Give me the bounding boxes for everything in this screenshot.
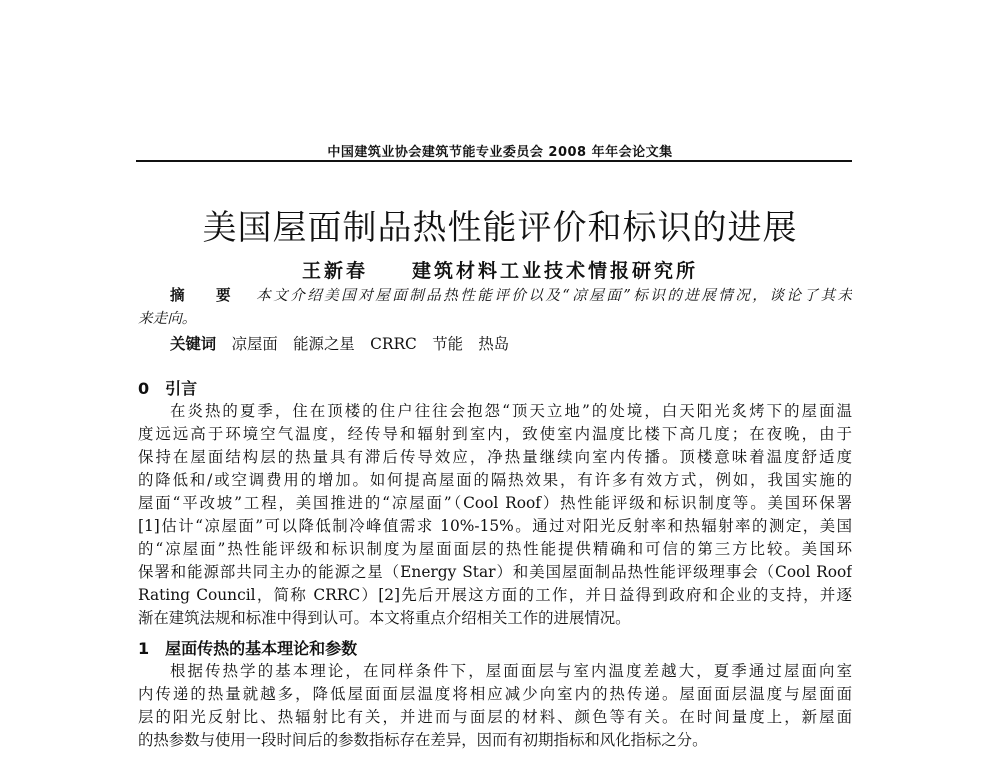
body-line: 保署和能源部共同主办的能源之星（Energy Star）和美国屋面制品热性能评级理事会（Cool Roof <box>138 563 852 581</box>
body-line: 的“凉屋面”热性能评级和标识制度为屋面面层的热性能提供精确和可信的第三方比较。美国环 <box>138 540 852 558</box>
author-affiliation: 建筑材料工业技术情报研究所 <box>412 260 699 282</box>
running-header: 中国建筑业协会建筑节能专业委员会 2008 年年会论文集 <box>327 145 673 160</box>
keywords-value: 凉屋面 能源之星 CRRC 节能 热岛 <box>231 335 510 353</box>
abstract <box>138 284 852 330</box>
keywords-label: 关键词 <box>170 335 217 353</box>
keywords-line <box>138 333 852 356</box>
abstract-line: 摘 要 本文介绍美国对屋面制品热性能评价以及“凉屋面”标识的进展情况，谈论了其未 <box>170 287 852 304</box>
body-line: 在炎热的夏季，住在顶楼的住户往往会抱怨“顶天立地”的处境，白天阳光炙烤下的屋面温 <box>170 402 852 420</box>
author-line <box>0 256 1000 283</box>
header-rule <box>136 160 852 162</box>
body-line: 内传递的热量就越多，降低屋面面层温度将相应减少向室内的热传递。屋面面层温度与屋面面 <box>138 685 852 703</box>
body-line: 的降低和/或空调费用的增加。如何提高屋面的隔热效果，有许多有效方式，例如，我国实施的 <box>138 471 852 489</box>
abstract-label: 摘 要 <box>170 287 240 304</box>
paper-title: 美国屋面制品热性能评价和标识的进展 <box>202 208 798 248</box>
body-line: 层的阳光反射比、热辐射比有关，并进而与面层的材料、颜色等有关。在时间量度上，新屋面 <box>138 708 852 726</box>
body-line: 的热参数与使用一段时间后的参数指标存在差异，因而有初期指标和风化指标之分。 <box>138 731 708 749</box>
body-line: 渐在建筑法规和标准中得到认可。本文将重点介绍相关工作的进展情况。 <box>138 609 631 627</box>
body-line: 屋面“平改坡”工程，美国推进的“凉屋面”（Cool Roof）热性能评级和标识制度等。美国环保署 <box>138 494 852 512</box>
section-0-body <box>138 400 852 630</box>
keywords <box>138 333 852 356</box>
body-line: 根据传热学的基本理论，在同样条件下，屋面面层与室内温度差越大，夏季通过屋面向室 <box>170 662 852 680</box>
section-1-heading: 1 屋面传热的基本理论和参数 <box>138 639 358 658</box>
author-name: 王新春 <box>301 260 368 282</box>
section-0-heading: 0 引言 <box>138 379 198 398</box>
body-line: Rating Council，简称 CRRC）[2]先后开展这方面的工作，并日益得到政府和企业的支持，并逐 <box>138 586 852 604</box>
abstract-line: 来走向。 <box>138 310 197 327</box>
body-line: 保持在屋面结构层的热量具有滞后传导效应，净热量继续向室内传播。顶楼意味着温度舒适度 <box>138 448 852 466</box>
body-line: [1]估计“凉屋面”可以降低制冷峰值需求 10%-15%。通过对阳光反射率和热辐射率的测定，美国 <box>138 517 852 535</box>
body-line: 度远远高于环境空气温度，经传导和辐射到室内，致使室内温度比楼下高几度；在夜晚，由于 <box>138 425 852 443</box>
section-1-body <box>138 660 852 752</box>
